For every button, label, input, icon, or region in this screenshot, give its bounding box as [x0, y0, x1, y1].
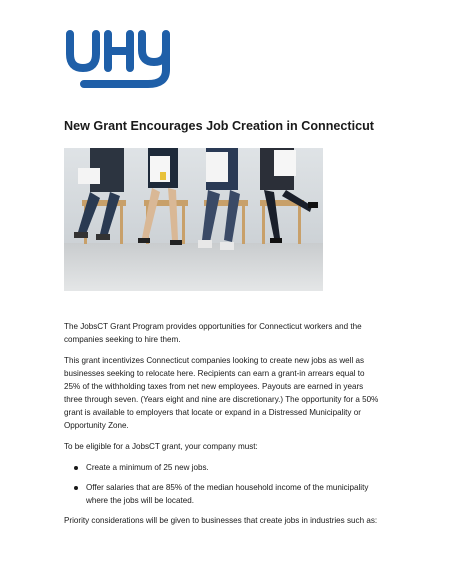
people-waiting-photo [64, 148, 323, 291]
list-item [64, 461, 382, 474]
paragraph-eligibility: To be eligible for a JobsCT grant, your company must: [64, 442, 258, 451]
list-item-text: Offer salaries that are 85% of the median household income of the municipality where the jobs will be located. [86, 483, 369, 505]
eligibility-list [64, 461, 382, 507]
article-body [64, 320, 382, 535]
paragraph-intro: The JobsCT Grant Program provides opportunities for Connecticut workers and the companies seeking to hire them. [64, 322, 362, 344]
uhy-logo [64, 28, 172, 90]
list-item [64, 481, 382, 507]
paragraph-priority: Priority considerations will be given to businesses that create jobs in industries such as: [64, 516, 378, 525]
bullet-icon [74, 486, 78, 490]
uhy-logo-mark [64, 28, 172, 90]
article-title: New Grant Encourages Job Creation in Connecticut [64, 119, 374, 133]
photo-illustration [64, 148, 323, 291]
paragraph-details: This grant incentivizes Connecticut companies looking to create new jobs as well as businesses seeking to relocate here. Recipients can earn a grant-in arrears equal to 25% of the withholding taxes from net new employees. Payouts are earned in years three through seven. (Years eight and nine are discretionary.) The opportunity for a 50% grant is available to employers that locate or expand in a Distressed Municipality or Opportunity Zone. [64, 356, 379, 430]
list-item-text: Create a minimum of 25 new jobs. [86, 463, 209, 472]
bullet-icon [74, 466, 78, 470]
